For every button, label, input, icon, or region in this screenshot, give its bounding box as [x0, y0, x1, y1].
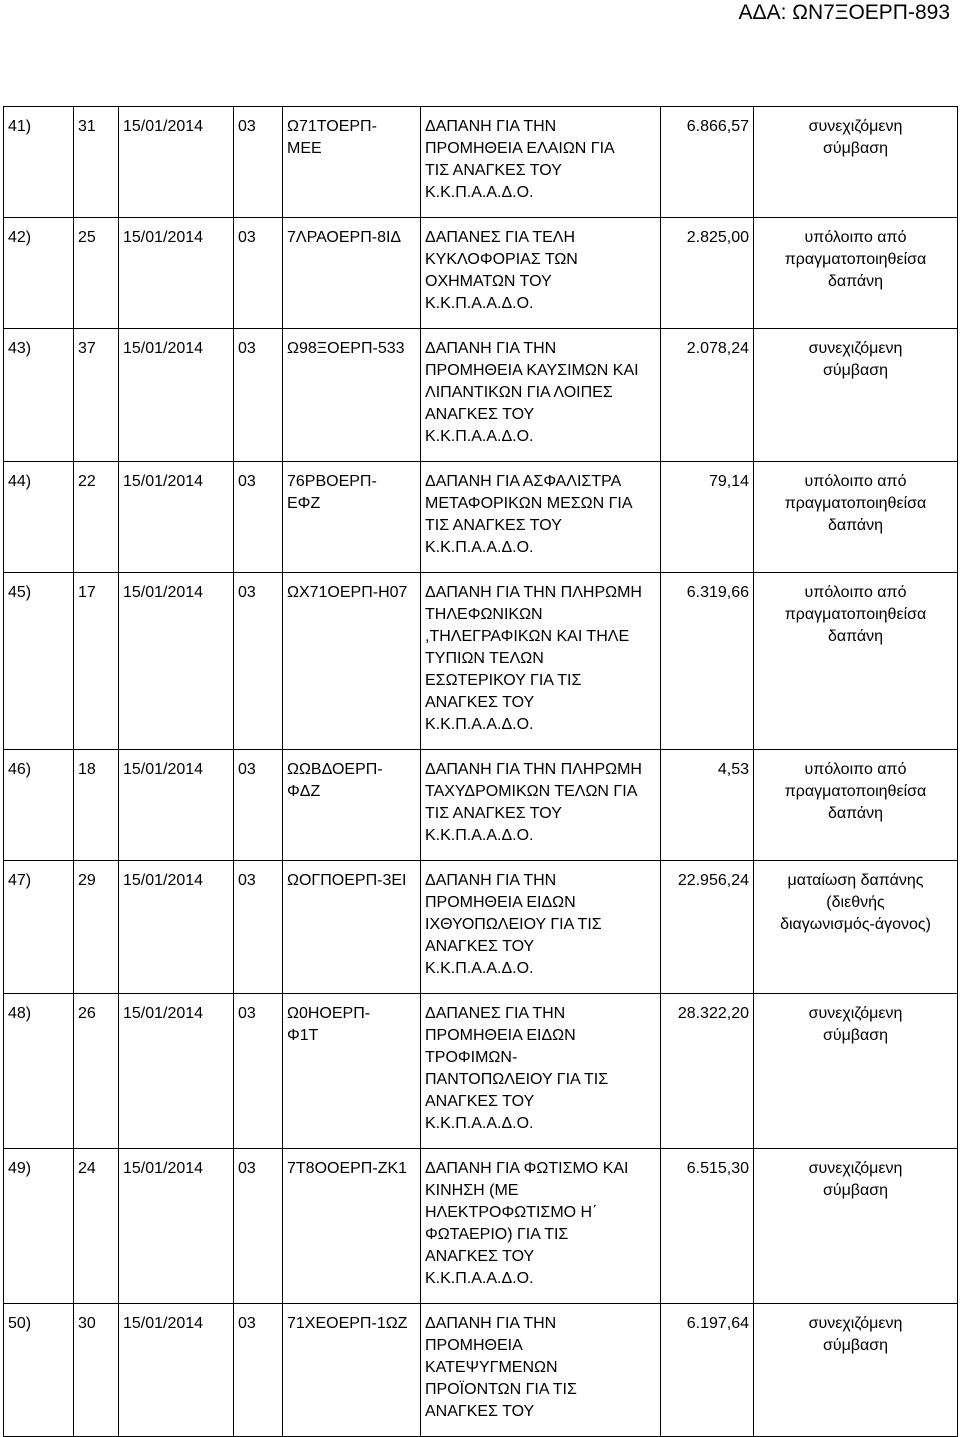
- row-index: 46): [4, 750, 74, 861]
- row-index: 50): [4, 1304, 74, 1437]
- row-index: 49): [4, 1149, 74, 1304]
- row-date: 15/01/2014: [119, 861, 234, 994]
- table-row: [4, 573, 958, 750]
- row-index: 41): [4, 107, 74, 218]
- row-index: 44): [4, 462, 74, 573]
- row-number: 29: [74, 861, 119, 994]
- row-ada-code: Ω98ΞΟΕΡΠ-533: [283, 329, 421, 462]
- table-body: [4, 107, 958, 1437]
- row-status: υπόλοιπο από πραγματοποιηθείσα δαπάνη: [754, 462, 958, 573]
- row-date: 15/01/2014: [119, 1304, 234, 1437]
- row-number: 37: [74, 329, 119, 462]
- row-status: συνεχιζόμενη σύμβαση: [754, 1304, 958, 1437]
- row-date: 15/01/2014: [119, 218, 234, 329]
- row-description: ΔΑΠΑΝΕΣ ΓΙΑ ΤΕΛΗ ΚΥΚΛΟΦΟΡΙΑΣ ΤΩΝ ΟΧΗΜΑΤΩΝ ΤΟΥ Κ.Κ.Π.Α.Α.Δ.Ο.: [421, 218, 661, 329]
- row-code: 03: [234, 861, 283, 994]
- row-number: 17: [74, 573, 119, 750]
- row-status: συνεχιζόμενη σύμβαση: [754, 994, 958, 1149]
- table-row: [4, 329, 958, 462]
- row-amount: 6.197,64: [661, 1304, 754, 1437]
- row-amount: 2.825,00: [661, 218, 754, 329]
- row-status: συνεχιζόμενη σύμβαση: [754, 107, 958, 218]
- table-row: [4, 861, 958, 994]
- table-row: [4, 218, 958, 329]
- row-date: 15/01/2014: [119, 462, 234, 573]
- row-description: ΔΑΠΑΝΗ ΓΙΑ ΤΗΝ ΠΡΟΜΗΘΕΙΑ ΚΑΥΣΙΜΩΝ ΚΑΙ ΛΙΠΑΝΤΙΚΩΝ ΓΙΑ ΛΟΙΠΕΣ ΑΝΑΓΚΕΣ ΤΟΥ Κ.Κ.Π.Α.Α.Δ.Ο.: [421, 329, 661, 462]
- table-row: [4, 994, 958, 1149]
- row-status: υπόλοιπο από πραγματοποιηθείσα δαπάνη: [754, 218, 958, 329]
- row-code: 03: [234, 750, 283, 861]
- row-description: ΔΑΠΑΝΗ ΓΙΑ ΤΗΝ ΠΡΟΜΗΘΕΙΑ ΕΙΔΩΝ ΙΧΘΥΟΠΩΛΕΙΟΥ ΓΙΑ ΤΙΣ ΑΝΑΓΚΕΣ ΤΟΥ Κ.Κ.Π.Α.Α.Δ.Ο.: [421, 861, 661, 994]
- row-amount: 6.319,66: [661, 573, 754, 750]
- table-row: [4, 107, 958, 218]
- table-row: [4, 1149, 958, 1304]
- row-number: 26: [74, 994, 119, 1149]
- decisions-table: [3, 106, 958, 1437]
- row-description: ΔΑΠΑΝΗ ΓΙΑ ΦΩΤΙΣΜΟ ΚΑΙ ΚΙΝΗΣΗ (ΜΕ ΗΛΕΚΤΡΟΦΩΤΙΣΜΟ Η΄ ΦΩΤΑΕΡΙΟ) ΓΙΑ ΤΙΣ ΑΝΑΓΚΕΣ ΤΟΥ Κ.Κ.Π.Α.Α.Δ.Ο.: [421, 1149, 661, 1304]
- row-index: 45): [4, 573, 74, 750]
- row-number: 30: [74, 1304, 119, 1437]
- row-description: ΔΑΠΑΝΕΣ ΓΙΑ ΤΗΝ ΠΡΟΜΗΘΕΙΑ ΕΙΔΩΝ ΤΡΟΦΙΜΩΝ- ΠΑΝΤΟΠΩΛΕΙΟΥ ΓΙΑ ΤΙΣ ΑΝΑΓΚΕΣ ΤΟΥ Κ.Κ.Π.Α.Α.Δ.Ο.: [421, 994, 661, 1149]
- table-row: [4, 750, 958, 861]
- row-date: 15/01/2014: [119, 1149, 234, 1304]
- row-index: 43): [4, 329, 74, 462]
- row-amount: 4,53: [661, 750, 754, 861]
- row-ada-code: ΩΧ71ΟΕΡΠ-Η07: [283, 573, 421, 750]
- row-ada-code: ΩΟΓΠΟΕΡΠ-3ΕΙ: [283, 861, 421, 994]
- row-status: υπόλοιπο από πραγματοποιηθείσα δαπάνη: [754, 750, 958, 861]
- row-ada-code: 7ΛΡΑΟΕΡΠ-8ΙΔ: [283, 218, 421, 329]
- row-amount: 28.322,20: [661, 994, 754, 1149]
- row-amount: 6.515,30: [661, 1149, 754, 1304]
- row-date: 15/01/2014: [119, 329, 234, 462]
- row-code: 03: [234, 573, 283, 750]
- row-index: 48): [4, 994, 74, 1149]
- row-date: 15/01/2014: [119, 994, 234, 1149]
- row-status: υπόλοιπο από πραγματοποιηθείσα δαπάνη: [754, 573, 958, 750]
- row-index: 42): [4, 218, 74, 329]
- row-code: 03: [234, 1304, 283, 1437]
- row-date: 15/01/2014: [119, 573, 234, 750]
- row-code: 03: [234, 462, 283, 573]
- row-code: 03: [234, 218, 283, 329]
- row-amount: 79,14: [661, 462, 754, 573]
- row-description: ΔΑΠΑΝΗ ΓΙΑ ΤΗΝ ΠΛΗΡΩΜΗ ΤΑΧΥΔΡΟΜΙΚΩΝ ΤΕΛΩΝ ΓΙΑ ΤΙΣ ΑΝΑΓΚΕΣ ΤΟΥ Κ.Κ.Π.Α.Α.Δ.Ο.: [421, 750, 661, 861]
- row-status: συνεχιζόμενη σύμβαση: [754, 329, 958, 462]
- row-description: ΔΑΠΑΝΗ ΓΙΑ ΑΣΦΑΛΙΣΤΡΑ ΜΕΤΑΦΟΡΙΚΩΝ ΜΕΣΩΝ ΓΙΑ ΤΙΣ ΑΝΑΓΚΕΣ ΤΟΥ Κ.Κ.Π.Α.Α.Δ.Ο.: [421, 462, 661, 573]
- row-description: ΔΑΠΑΝΗ ΓΙΑ ΤΗΝ ΠΛΗΡΩΜΗ ΤΗΛΕΦΩΝΙΚΩΝ ,ΤΗΛΕΓΡΑΦΙΚΩΝ ΚΑΙ ΤΗΛΕ ΤΥΠΙΩΝ ΤΕΛΩΝ ΕΣΩΤΕΡΙΚΟΥ ΓΙΑ ΤΙΣ ΑΝΑΓΚΕΣ ΤΟΥ Κ.Κ.Π.Α.Α.Δ.Ο.: [421, 573, 661, 750]
- row-date: 15/01/2014: [119, 107, 234, 218]
- row-ada-code: Ω0ΗΟΕΡΠ- Φ1Τ: [283, 994, 421, 1149]
- row-ada-code: 7Τ8ΟΟΕΡΠ-ΖΚ1: [283, 1149, 421, 1304]
- row-amount: 2.078,24: [661, 329, 754, 462]
- row-number: 18: [74, 750, 119, 861]
- row-date: 15/01/2014: [119, 750, 234, 861]
- row-number: 25: [74, 218, 119, 329]
- row-code: 03: [234, 994, 283, 1149]
- row-number: 31: [74, 107, 119, 218]
- row-code: 03: [234, 1149, 283, 1304]
- row-ada-code: 76ΡΒΟΕΡΠ- ΕΦΖ: [283, 462, 421, 573]
- row-status: συνεχιζόμενη σύμβαση: [754, 1149, 958, 1304]
- row-ada-code: ΩΩΒΔΟΕΡΠ- ΦΔΖ: [283, 750, 421, 861]
- row-code: 03: [234, 107, 283, 218]
- row-number: 24: [74, 1149, 119, 1304]
- row-index: 47): [4, 861, 74, 994]
- row-amount: 22.956,24: [661, 861, 754, 994]
- row-number: 22: [74, 462, 119, 573]
- row-description: ΔΑΠΑΝΗ ΓΙΑ ΤΗΝ ΠΡΟΜΗΘΕΙΑ ΕΛΑΙΩΝ ΓΙΑ ΤΙΣ ΑΝΑΓΚΕΣ ΤΟΥ Κ.Κ.Π.Α.Α.Δ.Ο.: [421, 107, 661, 218]
- table-row: [4, 1304, 958, 1437]
- row-amount: 6.866,57: [661, 107, 754, 218]
- row-description: ΔΑΠΑΝΗ ΓΙΑ ΤΗΝ ΠΡΟΜΗΘΕΙΑ ΚΑΤΕΨΥΓΜΕΝΩΝ ΠΡΟΪΟΝΤΩΝ ΓΙΑ ΤΙΣ ΑΝΑΓΚΕΣ ΤΟΥ: [421, 1304, 661, 1437]
- table-row: [4, 462, 958, 573]
- row-ada-code: 71ΧΕΟΕΡΠ-1ΩΖ: [283, 1304, 421, 1437]
- row-status: ματαίωση δαπάνης (διεθνής διαγωνισμός-άγονος): [754, 861, 958, 994]
- row-ada-code: Ω71ΤΟΕΡΠ- ΜΕΕ: [283, 107, 421, 218]
- document-ada-header: ΑΔΑ: ΩΝ7ΞΟΕΡΠ-893: [738, 1, 950, 24]
- row-code: 03: [234, 329, 283, 462]
